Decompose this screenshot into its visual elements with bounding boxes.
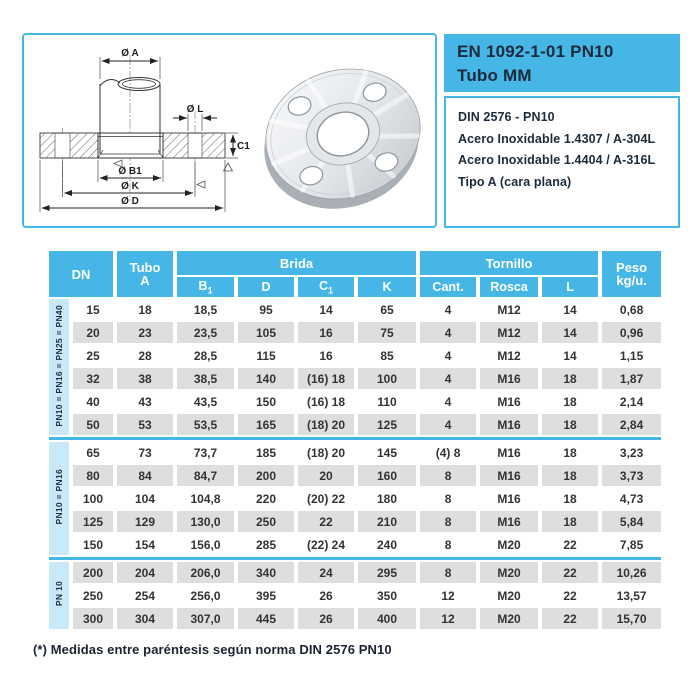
spec-type: Tipo A (cara plana)	[458, 174, 572, 189]
dimensions-table-body	[49, 299, 661, 629]
cell-c1: (22) 24	[298, 534, 354, 555]
cell-k: 400	[358, 608, 416, 629]
cell-c1: (16) 18	[298, 391, 354, 412]
cell-peso: 7,85	[602, 534, 661, 555]
cell-rosca: M12	[480, 322, 538, 343]
cell-tubo-a: 38	[117, 368, 173, 389]
dim-b1-label: Ø B1	[118, 166, 142, 177]
cell-l: 18	[542, 442, 598, 463]
product-title-header	[444, 34, 680, 92]
header-l: L	[542, 277, 598, 297]
cell-l: 14	[542, 299, 598, 320]
table-row	[49, 534, 661, 555]
cell-tubo-a: 43	[117, 391, 173, 412]
cell-c1: 16	[298, 345, 354, 366]
cell-c1: (20) 22	[298, 488, 354, 509]
table-row	[49, 585, 661, 606]
cell-l: 18	[542, 465, 598, 486]
cell-d: 105	[238, 322, 294, 343]
cell-dn: 50	[73, 414, 113, 435]
cell-c1: (18) 20	[298, 442, 354, 463]
cell-peso: 3,73	[602, 465, 661, 486]
cell-peso: 2,14	[602, 391, 661, 412]
cell-cant: 8	[420, 562, 476, 583]
cell-c1: 26	[298, 608, 354, 629]
table-row	[49, 465, 661, 486]
cell-k: 65	[358, 299, 416, 320]
header-tubo-a: Tubo A	[117, 251, 173, 297]
cell-k: 85	[358, 345, 416, 366]
cell-c1: 24	[298, 562, 354, 583]
cell-l: 22	[542, 608, 598, 629]
table-row	[49, 442, 661, 463]
cell-peso: 10,26	[602, 562, 661, 583]
cell-dn: 20	[73, 322, 113, 343]
header-rosca: Rosca	[480, 277, 538, 297]
cell-cant: 4	[420, 414, 476, 435]
dim-c1	[226, 133, 250, 158]
cell-cant: 4	[420, 368, 476, 389]
cell-b1: 53,5	[177, 414, 234, 435]
cell-d: 200	[238, 465, 294, 486]
cell-peso: 3,23	[602, 442, 661, 463]
dim-k-label: Ø K	[121, 181, 139, 192]
cell-b1: 130,0	[177, 511, 234, 532]
cell-l: 22	[542, 585, 598, 606]
cell-cant: 8	[420, 488, 476, 509]
cell-peso: 0,68	[602, 299, 661, 320]
cell-peso: 0,96	[602, 322, 661, 343]
cell-peso: 2,84	[602, 414, 661, 435]
cell-tubo-a: 129	[117, 511, 173, 532]
product-spec-box	[444, 96, 680, 228]
cell-b1: 206,0	[177, 562, 234, 583]
dim-l-label: Ø L	[186, 104, 204, 115]
cell-cant: 12	[420, 608, 476, 629]
pn-group-label: PN10 = PN16	[49, 442, 69, 555]
cell-d: 285	[238, 534, 294, 555]
cell-dn: 25	[73, 345, 113, 366]
cell-rosca: M20	[480, 585, 538, 606]
cell-k: 110	[358, 391, 416, 412]
cell-b1: 23,5	[177, 322, 234, 343]
cell-k: 145	[358, 442, 416, 463]
header-peso: Peso kg/u.	[602, 251, 661, 297]
cell-k: 240	[358, 534, 416, 555]
cell-k: 160	[358, 465, 416, 486]
cell-rosca: M12	[480, 299, 538, 320]
cell-rosca: M16	[480, 391, 538, 412]
cell-b1: 104,8	[177, 488, 234, 509]
cell-k: 100	[358, 368, 416, 389]
cell-d: 150	[238, 391, 294, 412]
cell-dn: 250	[73, 585, 113, 606]
cell-dn: 15	[73, 299, 113, 320]
header-tornillo: Tornillo	[420, 251, 598, 275]
cell-l: 18	[542, 414, 598, 435]
cell-peso: 5,84	[602, 511, 661, 532]
cell-b1: 43,5	[177, 391, 234, 412]
cell-rosca: M16	[480, 488, 538, 509]
cell-l: 22	[542, 562, 598, 583]
table-row	[49, 488, 661, 509]
cell-rosca: M16	[480, 442, 538, 463]
illustration-box	[22, 33, 437, 228]
pn-group-label: PN 10	[49, 562, 69, 629]
cell-c1: 14	[298, 299, 354, 320]
cell-d: 115	[238, 345, 294, 366]
cell-d: 140	[238, 368, 294, 389]
cell-b1: 307,0	[177, 608, 234, 629]
dim-a-label: Ø A	[121, 48, 139, 59]
cell-k: 125	[358, 414, 416, 435]
cell-l: 22	[542, 534, 598, 555]
cell-tubo-a: 84	[117, 465, 173, 486]
cell-cant: 8	[420, 465, 476, 486]
table-row	[49, 414, 661, 435]
cell-rosca: M16	[480, 414, 538, 435]
dim-c1-label: C1	[237, 141, 250, 152]
cell-cant: 8	[420, 511, 476, 532]
group-separator	[49, 437, 661, 440]
table-row	[49, 391, 661, 412]
cell-cant: 4	[420, 322, 476, 343]
spec-material-304: Acero Inoxidable 1.4307 / A-304L	[458, 131, 656, 146]
cell-tubo-a: 254	[117, 585, 173, 606]
cell-c1: 16	[298, 322, 354, 343]
cell-l: 14	[542, 322, 598, 343]
cell-peso: 4,73	[602, 488, 661, 509]
dimensions-table	[45, 249, 665, 631]
cell-peso: 1,87	[602, 368, 661, 389]
cell-cant: 4	[420, 345, 476, 366]
cell-tubo-a: 18	[117, 299, 173, 320]
header-dn: DN	[49, 251, 113, 297]
table-row	[49, 368, 661, 389]
dimensions-table-wrap	[45, 249, 665, 631]
cell-c1: (16) 18	[298, 368, 354, 389]
cell-b1: 256,0	[177, 585, 234, 606]
cell-d: 165	[238, 414, 294, 435]
header-d: D	[238, 277, 294, 297]
cell-c1: 22	[298, 511, 354, 532]
pn-group-label: PN10 = PN16 = PN25 = PN40	[49, 299, 69, 435]
cell-k: 75	[358, 322, 416, 343]
cell-d: 95	[238, 299, 294, 320]
cell-d: 445	[238, 608, 294, 629]
cell-rosca: M20	[480, 534, 538, 555]
cell-b1: 18,5	[177, 299, 234, 320]
dim-b1	[98, 160, 163, 182]
cell-d: 340	[238, 562, 294, 583]
cell-l: 18	[542, 368, 598, 389]
table-row	[49, 322, 661, 343]
spec-material-316: Acero Inoxidable 1.4404 / A-316L	[458, 153, 656, 167]
cell-rosca: M20	[480, 562, 538, 583]
table-row	[49, 608, 661, 629]
cell-tubo-a: 73	[117, 442, 173, 463]
cell-tubo-a: 28	[117, 345, 173, 366]
cell-l: 14	[542, 345, 598, 366]
cell-tubo-a: 104	[117, 488, 173, 509]
cell-d: 250	[238, 511, 294, 532]
header-k: K	[358, 277, 416, 297]
cell-dn: 65	[73, 442, 113, 463]
cell-tubo-a: 23	[117, 322, 173, 343]
header-cant: Cant.	[420, 277, 476, 297]
cell-k: 180	[358, 488, 416, 509]
header-brida: Brida	[177, 251, 416, 275]
cell-dn: 125	[73, 511, 113, 532]
table-row	[49, 511, 661, 532]
cell-dn: 300	[73, 608, 113, 629]
cell-dn: 32	[73, 368, 113, 389]
product-title-line1: EN 1092-1-01 PN10	[457, 42, 614, 61]
table-row	[49, 562, 661, 583]
cell-dn: 40	[73, 391, 113, 412]
cell-b1: 84,7	[177, 465, 234, 486]
cell-tubo-a: 304	[117, 608, 173, 629]
cell-k: 295	[358, 562, 416, 583]
cell-cant: (4) 8	[420, 442, 476, 463]
spec-standard: DIN 2576 - PN10	[458, 110, 555, 124]
flange-photo	[247, 52, 435, 226]
cell-rosca: M16	[480, 368, 538, 389]
cell-k: 350	[358, 585, 416, 606]
cell-cant: 4	[420, 391, 476, 412]
cell-b1: 38,5	[177, 368, 234, 389]
cell-b1: 156,0	[177, 534, 234, 555]
product-title-line2: Tubo MM	[457, 66, 532, 85]
cell-cant: 8	[420, 534, 476, 555]
cell-dn: 100	[73, 488, 113, 509]
cell-tubo-a: 53	[117, 414, 173, 435]
cell-dn: 200	[73, 562, 113, 583]
header-b1: $B_1$	[177, 277, 234, 297]
cell-peso: 15,70	[602, 608, 661, 629]
cell-tubo-a: 204	[117, 562, 173, 583]
cell-b1: 73,7	[177, 442, 234, 463]
cell-k: 210	[358, 511, 416, 532]
cell-d: 395	[238, 585, 294, 606]
technical-drawing-and-photo	[24, 35, 435, 226]
cell-rosca: M16	[480, 465, 538, 486]
cell-dn: 150	[73, 534, 113, 555]
cell-l: 18	[542, 511, 598, 532]
cell-tubo-a: 154	[117, 534, 173, 555]
group-separator	[49, 557, 661, 560]
cell-peso: 1,15	[602, 345, 661, 366]
table-row	[49, 345, 661, 366]
cell-d: 220	[238, 488, 294, 509]
header-c1: $C_1$	[298, 277, 354, 297]
cell-rosca: M12	[480, 345, 538, 366]
cell-c1: (18) 20	[298, 414, 354, 435]
cell-d: 185	[238, 442, 294, 463]
dim-d-label: Ø D	[121, 196, 139, 207]
cell-c1: 26	[298, 585, 354, 606]
cell-b1: 28,5	[177, 345, 234, 366]
cell-l: 18	[542, 391, 598, 412]
cell-l: 18	[542, 488, 598, 509]
cell-c1: 20	[298, 465, 354, 486]
cell-rosca: M16	[480, 511, 538, 532]
cell-dn: 80	[73, 465, 113, 486]
flange-section-drawing	[40, 48, 250, 212]
table-row	[49, 299, 661, 320]
cell-cant: 12	[420, 585, 476, 606]
footnote: (*) Medidas entre paréntesis según norma DIN 2576 PN10	[33, 642, 392, 657]
cell-cant: 4	[420, 299, 476, 320]
cell-rosca: M20	[480, 608, 538, 629]
cell-peso: 13,57	[602, 585, 661, 606]
